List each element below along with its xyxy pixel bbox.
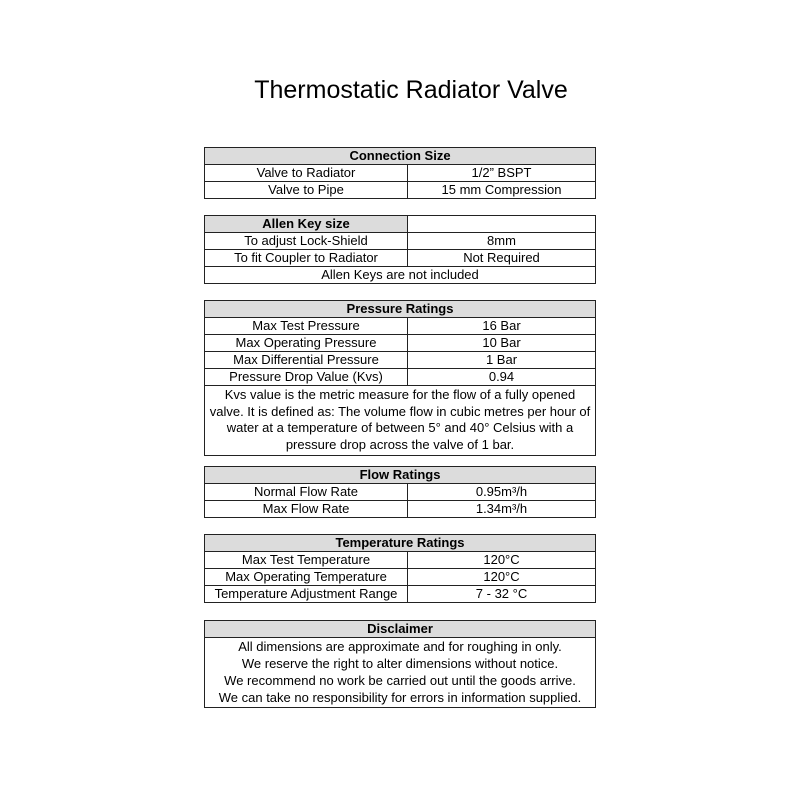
row-label: Max Operating Pressure [205,335,408,352]
table-row [205,352,596,369]
kvs-note [205,386,596,456]
row-label: Max Test Pressure [205,318,408,335]
table-row [205,318,596,335]
disclaimer-table [204,620,596,708]
connection-size-header: Connection Size [205,148,596,165]
row-label: Valve to Pipe [205,182,408,199]
table-row [205,250,596,267]
row-value: 1 Bar [408,352,596,369]
table-row [205,233,596,250]
row-label: Max Flow Rate [205,501,408,518]
flow-ratings-table [204,466,596,518]
connection-size-table [204,147,596,199]
kvs-note-line: pressure drop across the valve of 1 bar. [285,436,515,452]
table-row [205,165,596,182]
allen-key-table [204,215,596,284]
table-row [205,369,596,386]
table-row [205,569,596,586]
kvs-note-line: water at a temperature of between 5° and 40° Celsius with a [226,420,574,435]
kvs-note-line: valve. It is defined as: The volume flow in cubic metres per hour of [209,403,591,419]
row-value: 7 - 32 °C [408,586,596,603]
disclaimer-line: All dimensions are approximate and for roughing in only. [238,639,562,654]
row-value: 120°C [408,569,596,586]
disclaimer-header: Disclaimer [205,621,596,638]
row-value: 1/2” BSPT [408,165,596,182]
table-row [205,335,596,352]
row-label: Max Differential Pressure [205,352,408,369]
disclaimer-text [205,638,596,708]
table-row [205,552,596,569]
row-label: To fit Coupler to Radiator [205,250,408,267]
temperature-ratings-table [204,534,596,603]
row-label: Temperature Adjustment Range [205,586,408,603]
page-title: Thermostatic Radiator Valve [254,76,568,104]
temperature-ratings-header: Temperature Ratings [205,535,596,552]
row-label: To adjust Lock-Shield [205,233,408,250]
allen-key-note: Allen Keys are not included [205,267,596,284]
table-row [205,586,596,603]
pressure-ratings-header: Pressure Ratings [205,301,596,318]
row-value: 1.34m³/h [408,501,596,518]
row-label: Pressure Drop Value (Kvs) [205,369,408,386]
row-label: Normal Flow Rate [205,484,408,501]
table-row [205,182,596,199]
row-value: 120°C [408,552,596,569]
row-label: Max Operating Temperature [205,569,408,586]
table-row [205,484,596,501]
row-value: 8mm [408,233,596,250]
row-value: 10 Bar [408,335,596,352]
row-label: Valve to Radiator [205,165,408,182]
disclaimer-line: We recommend no work be carried out until the goods arrive. [224,673,576,688]
allen-key-header: Allen Key size [205,216,408,233]
row-label: Max Test Temperature [205,552,408,569]
allen-key-header-blank [408,216,596,233]
row-value: 15 mm Compression [408,182,596,199]
flow-ratings-header: Flow Ratings [205,467,596,484]
row-value: 0.94 [408,369,596,386]
disclaimer-line: We can take no responsibility for errors in information supplied. [218,690,582,705]
row-value: 16 Bar [408,318,596,335]
row-value: Not Required [408,250,596,267]
row-value: 0.95m³/h [408,484,596,501]
kvs-note-line: Kvs value is the metric measure for the flow of a fully opened [224,387,576,402]
pressure-ratings-table [204,300,596,456]
table-row [205,501,596,518]
disclaimer-line: We reserve the right to alter dimensions without notice. [241,656,559,671]
